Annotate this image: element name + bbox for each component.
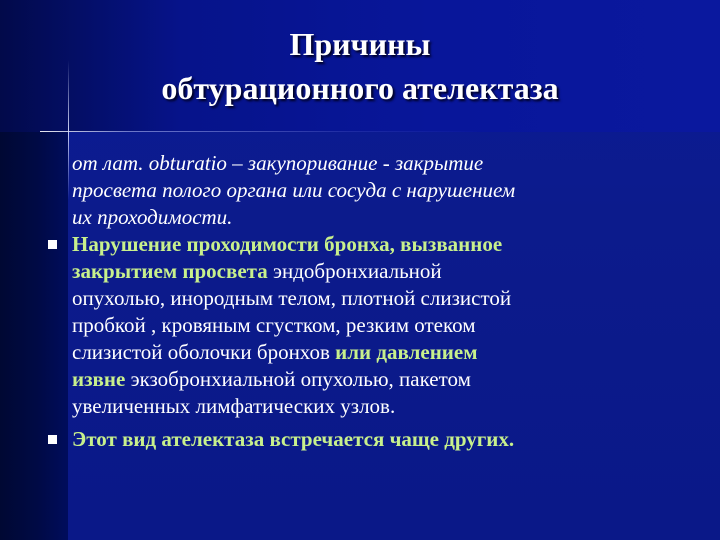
decorative-horizontal-line xyxy=(40,131,480,132)
intro-definition xyxy=(72,150,692,231)
square-bullet-icon xyxy=(48,435,57,444)
bullet-item-causes xyxy=(72,231,692,420)
body-text: слизистой оболочки бронхов xyxy=(72,340,336,364)
highlight-text: закрытием просвета xyxy=(72,259,268,283)
highlight-text: Этот вид ателектаза встречается чаще других. xyxy=(72,427,515,451)
slide-body xyxy=(72,150,692,453)
intro-line: от лат. obturatio – закупоривание - закрытие xyxy=(72,151,484,175)
body-text: экзобронхиальной опухолью, пакетом xyxy=(125,367,471,391)
body-text: эндобронхиальной xyxy=(267,259,442,283)
highlight-text: Нарушение проходимости бронха, вызванное xyxy=(72,232,503,256)
intro-line: их проходимости. xyxy=(72,205,233,229)
title-line-1: Причины xyxy=(289,26,431,62)
highlight-text: извне xyxy=(72,367,126,391)
body-line: увеличенных лимфатических узлов. xyxy=(72,394,396,418)
square-bullet-icon xyxy=(48,240,57,249)
decorative-vertical-line xyxy=(68,60,69,200)
highlight-text: или давлением xyxy=(335,340,478,364)
body-line: пробкой , кровяным сгустком, резким отеком xyxy=(72,313,476,337)
slide-title xyxy=(70,22,650,110)
intro-line: просвета полого органа или сосуда с нарушением xyxy=(72,178,516,202)
body-line: опухолью, инородным телом, плотной слизистой xyxy=(72,286,512,310)
title-line-2: обтурационного ателектаза xyxy=(161,70,559,106)
bullet-item-frequency xyxy=(72,426,692,453)
